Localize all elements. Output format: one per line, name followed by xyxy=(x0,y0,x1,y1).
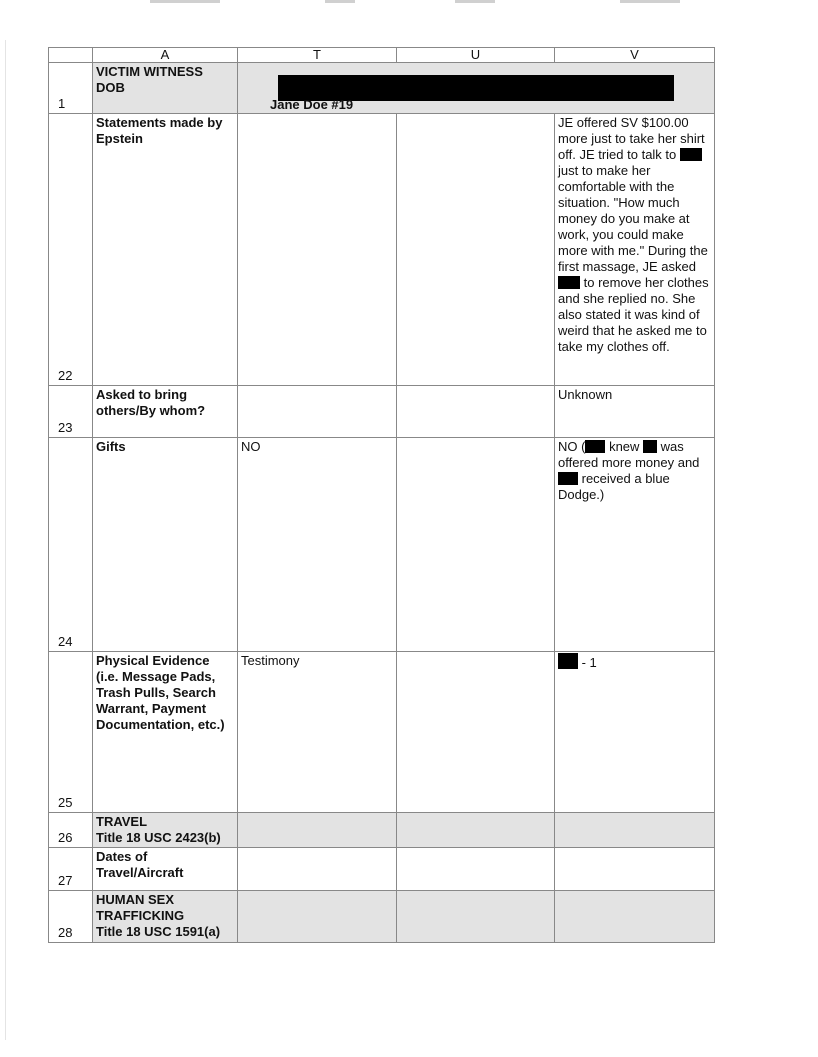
column-header-u: U xyxy=(397,48,555,63)
table-row-26 xyxy=(49,813,715,848)
row-number: 1 xyxy=(49,63,93,114)
row-number: 27 xyxy=(49,848,93,891)
physical-evidence-t-value: Testimony xyxy=(238,652,397,813)
table-row-25 xyxy=(49,652,715,813)
cell-v xyxy=(555,891,715,943)
asked-to-bring-value: Unknown xyxy=(555,386,715,438)
table-row-27 xyxy=(49,848,715,891)
cell-v xyxy=(555,813,715,848)
gifts-t-value: NO xyxy=(238,438,397,652)
cell-t xyxy=(238,891,397,943)
redaction-bar xyxy=(680,148,702,161)
column-header-v: V xyxy=(555,48,715,63)
row-number: 23 xyxy=(49,386,93,438)
row-number: 22 xyxy=(49,114,93,386)
row-number: 24 xyxy=(49,438,93,652)
gifts-label: Gifts xyxy=(93,438,238,652)
redaction-bar xyxy=(643,440,657,453)
cell-t xyxy=(238,386,397,438)
corner-cell xyxy=(49,48,93,63)
asked-to-bring-label: Asked to bring others/By whom? xyxy=(93,386,238,438)
scan-edge-line xyxy=(5,40,6,1040)
dates-of-travel-label: Dates of Travel/Aircraft xyxy=(93,848,238,891)
spreadsheet-table xyxy=(48,47,715,943)
human-sex-trafficking-label: HUMAN SEX TRAFFICKING Title 18 USC 1591(a) xyxy=(93,891,238,943)
statements-label: Statements made by Epstein xyxy=(93,114,238,386)
column-header-t: T xyxy=(238,48,397,63)
cell-u xyxy=(397,438,555,652)
cell-t xyxy=(238,848,397,891)
table-row-23 xyxy=(49,386,715,438)
physical-evidence-label: Physical Evidence (i.e. Message Pads, Trash Pulls, Search Warrant, Payment Documentation, etc.) xyxy=(93,652,238,813)
table-row-28 xyxy=(49,891,715,943)
cell-u xyxy=(397,386,555,438)
column-header-a: A xyxy=(93,48,238,63)
redaction-bar xyxy=(558,472,578,485)
scan-edge-marks xyxy=(0,0,818,6)
cell-u xyxy=(397,114,555,386)
redaction-bar xyxy=(558,653,578,669)
table-row-22 xyxy=(49,114,715,386)
row-number: 28 xyxy=(49,891,93,943)
row-number: 26 xyxy=(49,813,93,848)
cell-t xyxy=(238,114,397,386)
redaction-bar xyxy=(585,440,605,453)
victim-witness-dob-label: VICTIM WITNESS DOB xyxy=(93,63,238,114)
cell-v xyxy=(555,848,715,891)
statements-text: JE offered SV $100.00 more just to take her shirt off. JE tried to talk to just to make her comfortable with the situation. "How much money do you make at work, you could make more with me." During the first massage, JE asked to remove her clothes and she replied no. She also stated it was kind of weird that he asked me to take my clothes off. xyxy=(555,114,715,386)
cell-t xyxy=(238,813,397,848)
table-row-1 xyxy=(49,63,715,114)
table-row-24 xyxy=(49,438,715,652)
travel-label: TRAVEL Title 18 USC 2423(b) xyxy=(93,813,238,848)
column-header-row xyxy=(49,48,715,63)
cell-u xyxy=(397,652,555,813)
victim-name-cell xyxy=(238,63,715,114)
gifts-v-text: NO ( knew was offered more money and received a blue Dodge.) xyxy=(555,438,715,652)
row-number: 25 xyxy=(49,652,93,813)
redaction-bar xyxy=(558,276,580,289)
cell-u xyxy=(397,813,555,848)
physical-evidence-v-value: - 1 xyxy=(555,652,715,813)
cell-u xyxy=(397,848,555,891)
victim-name: Jane Doe #19 xyxy=(270,97,354,112)
cell-u xyxy=(397,891,555,943)
